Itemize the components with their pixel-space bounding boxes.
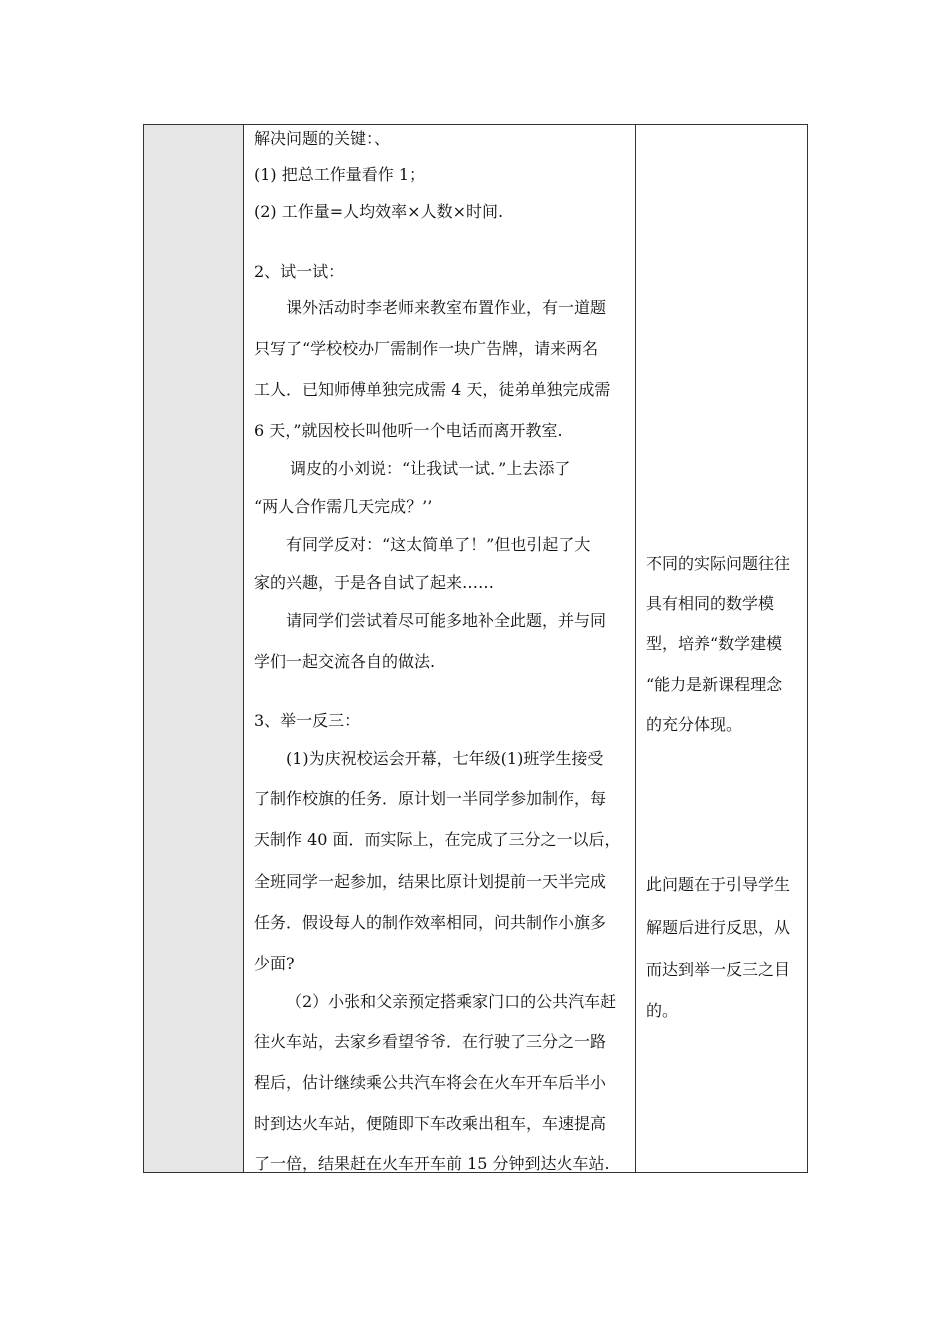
note-line: 而达到举一反三之目 [646,960,791,979]
text-line: 6 天，”就因校长叫他听一个电话而离开教室. [254,421,563,440]
text-line: (1)为庆祝校运会开幕，七年级(1)班学生接受 [286,749,604,768]
section-heading: 2、试一试： [254,262,345,281]
section-heading: 3、举一反三： [254,711,361,730]
note-line: 此问题在于引导学生 [646,875,791,894]
note-line: 的充分体现。 [646,715,743,734]
text-line: 工人．已知师傅单独完成需 4 天，徒弟单独完成需 [254,380,611,399]
text-line: 家的兴趣，于是各自试了起来…… [254,573,495,592]
text-line: 有同学反对：“这太简单了！”但也引起了大 [286,535,591,554]
text-line: 天制作 40 面．而实际上，在完成了三分之一以后， [254,830,621,849]
text-line: 了制作校旗的任务．原计划一半同学参加制作，每 [254,789,607,808]
note-line: 型，培养“数学建模 [646,634,783,653]
note-line: 解题后进行反思，从 [646,918,791,937]
text-line: (2) 工作量=人均效率×人数×时间. [254,202,504,221]
left-column-shaded [144,125,244,1172]
lesson-table [143,124,808,1173]
content-column [244,125,636,1172]
text-line: 只写了“学校校办厂需制作一块广告牌，请来两名 [254,339,599,358]
text-line: 调皮的小刘说：“让我试一试．”上去添了 [290,459,571,478]
notes-column [636,125,807,1172]
text-line: 时到达火车站，便随即下车改乘出租车，车速提高 [254,1114,607,1133]
text-line: （2）小张和父亲预定搭乘家门口的公共汽车赶 [286,992,617,1011]
text-line: 学们一起交流各自的做法. [254,652,436,671]
note-line: “能力是新课程理念 [646,675,783,694]
text-line: 全班同学一起参加，结果比原计划提前一天半完成 [254,872,607,891]
note-line: 不同的实际问题往往 [646,554,791,573]
text-line: 请同学们尝试着尽可能多地补全此题，并与同 [286,611,607,630]
note-line: 具有相同的数学模 [646,594,775,613]
text-line: 了一倍，结果赶在火车开车前 15 分钟到达火车站. [254,1154,610,1173]
text-line: “两人合作需几天完成？’’ [254,497,433,516]
note-line: 的。 [646,1001,679,1020]
text-line: 课外活动时李老师来教室布置作业，有一道题 [286,298,607,317]
text-line: 任务．假设每人的制作效率相同，问共制作小旗多 [254,913,607,932]
text-line: 往火车站，去家乡看望爷爷．在行驶了三分之一路 [254,1032,607,1051]
text-line: 解决问题的关键：、 [254,129,391,148]
text-line: 少面? [254,954,295,973]
text-line: (1) 把总工作量看作 1； [254,165,426,184]
text-line: 程后，估计继续乘公共汽车将会在火车开车后半小 [254,1073,607,1092]
